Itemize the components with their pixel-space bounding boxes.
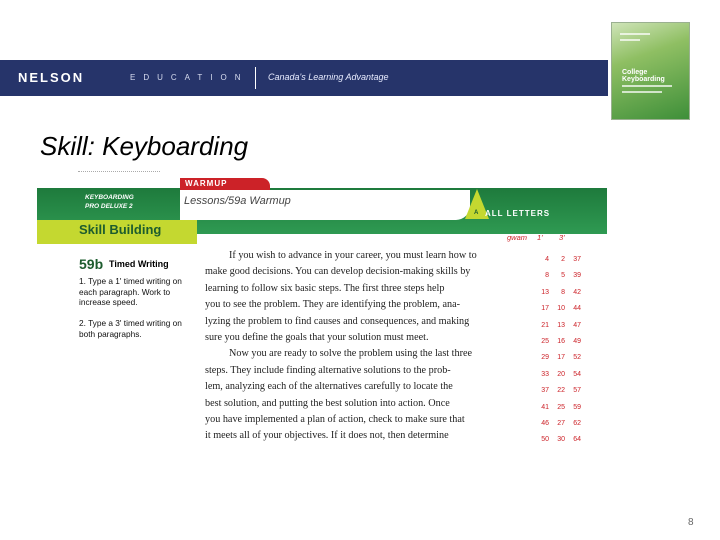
score-cell: 25 <box>541 337 549 345</box>
passage-line: best solution, and putting the best solution into action. Once <box>205 397 450 409</box>
score-cell: 13 <box>541 288 549 296</box>
instruction-step: 2. Type a 3' timed writing on both paragraphs. <box>79 318 182 339</box>
passage-line: make good decisions. You can develop decision-making skills by <box>205 266 471 278</box>
score-cell: 33 <box>541 370 549 378</box>
gwam-header: gwam <box>507 233 528 242</box>
passage-line: learning to follow six basic steps. The first three steps help <box>205 282 445 294</box>
score-cell: 16 <box>557 337 565 345</box>
score-cell: 2 <box>561 256 565 263</box>
exercise-number: 59b <box>79 256 104 272</box>
cover-decoration <box>622 91 662 93</box>
passage-line: lem, analyzing each of the alternatives carefully to locate the <box>205 381 453 393</box>
instruction-step: 1. Type a 1' timed writing on each paragraph. Work to increase speed. <box>79 276 182 307</box>
score-cell: 30 <box>557 436 565 444</box>
passage-line: Now you are ready to solve the problem using the last three <box>229 348 473 360</box>
score-cell: 37 <box>541 387 549 395</box>
score-cell: 10 <box>557 305 565 313</box>
publisher-tagline: Canada's Learning Advantage <box>268 72 389 82</box>
score-cell: 57 <box>573 387 581 395</box>
score-cell: 8 <box>561 288 565 296</box>
passage-line: you have implemented a plan of action, check to make sure that <box>205 413 465 425</box>
passage-line: If you wish to advance in your career, you must learn how to <box>229 250 477 261</box>
cover-decoration <box>622 85 672 87</box>
score-cell: 49 <box>573 337 581 345</box>
score-cell: 13 <box>557 321 565 329</box>
score-cell: 29 <box>541 354 549 362</box>
section-title: Skill Building <box>79 222 162 237</box>
book-cover-image <box>611 22 690 120</box>
software-line2: PRO DELUXE 2 <box>85 203 133 210</box>
page-number: 8 <box>688 517 694 528</box>
timed-writing-passage <box>205 248 529 445</box>
score-cell: 42 <box>573 288 581 296</box>
cover-title: College Keyboarding <box>622 69 665 83</box>
score-cell: 44 <box>573 305 581 313</box>
score-cell: 21 <box>541 321 549 329</box>
textbook-page-image <box>37 178 607 446</box>
score-cell: 39 <box>573 272 581 280</box>
score-cell: 47 <box>573 321 581 329</box>
publisher-logo: NELSON <box>18 70 85 85</box>
score-cell: 37 <box>573 256 581 263</box>
score-cell: 20 <box>557 370 565 378</box>
passage-line: lyzing the problem to find causes and consequences, and making <box>205 315 470 327</box>
software-label <box>85 193 134 211</box>
banner-divider <box>255 67 256 89</box>
score-cell: 64 <box>573 436 581 444</box>
score-cell: 54 <box>573 370 581 378</box>
publisher-sub-brand: EDUCATION <box>130 73 249 82</box>
score-cell: 8 <box>545 272 549 280</box>
score-cell: 27 <box>557 419 565 427</box>
score-cell: 46 <box>541 419 549 427</box>
score-cell: 59 <box>573 403 581 411</box>
drill-badge-letter: A <box>474 210 479 216</box>
score-cell: 50 <box>541 436 549 444</box>
slide-title: Skill: Keyboarding <box>40 131 249 161</box>
score-column-3 <box>565 252 581 449</box>
passage-line: steps. They include finding alternative solutions to the prob- <box>205 364 451 376</box>
drill-label: ALL LETTERS <box>485 209 551 218</box>
score-cell: 17 <box>557 354 565 362</box>
passage-line: it meets all of your objectives. If it does not, then determine <box>205 430 449 442</box>
score-cell: 25 <box>557 403 565 411</box>
passage-line: you to see the problem. They are identifying the problem, ana- <box>205 299 460 311</box>
score-cell: 4 <box>545 256 549 263</box>
exercise-title: Timed Writing <box>109 259 169 269</box>
warmup-label: WARMUP <box>185 179 228 188</box>
score-cell: 17 <box>541 305 549 313</box>
passage-line: sure you define the goals that your solution must meet. <box>205 331 429 343</box>
score-cell: 52 <box>573 354 581 362</box>
one-minute-header: 1' <box>537 233 543 242</box>
lesson-title: Lessons/59a Warmup <box>184 195 291 207</box>
score-column-1 <box>533 252 549 449</box>
cover-decoration <box>620 39 640 41</box>
score-cell: 5 <box>561 272 565 280</box>
cover-decoration <box>620 33 650 35</box>
score-cell: 41 <box>541 403 549 411</box>
score-cell: 22 <box>557 387 565 395</box>
three-minute-header: 3' <box>559 233 565 242</box>
score-cell: 62 <box>573 419 581 427</box>
title-underline <box>78 171 160 172</box>
score-column-2 <box>549 252 565 449</box>
software-line1: KEYBOARDING <box>85 194 134 201</box>
